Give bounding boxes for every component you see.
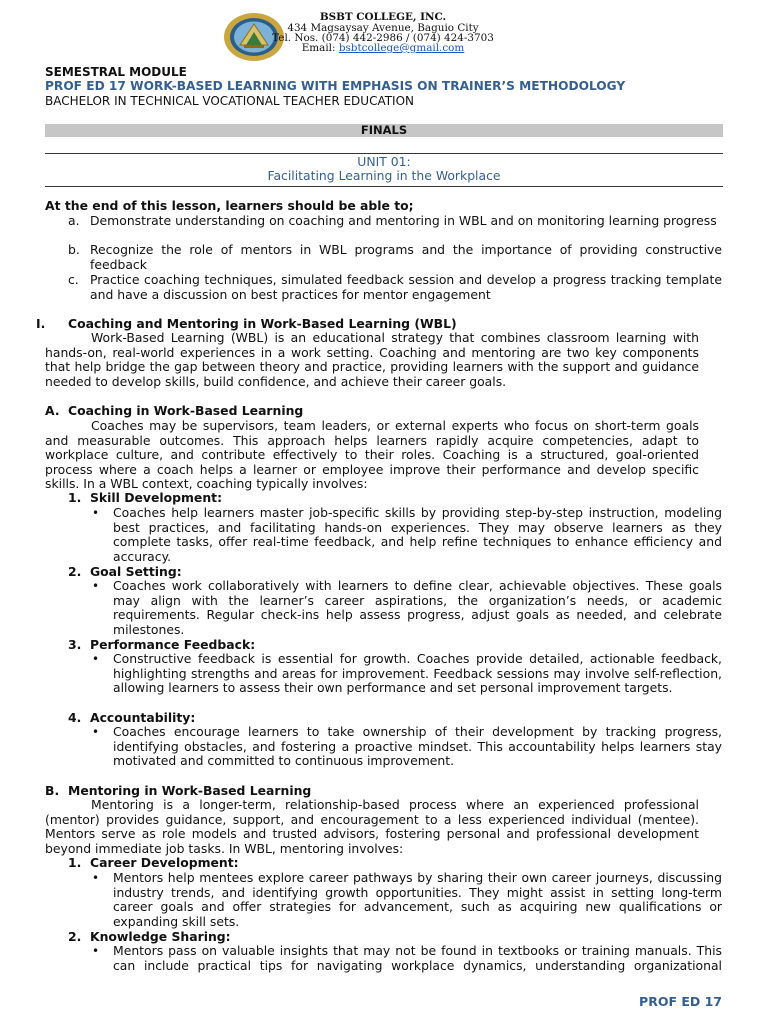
coaching-item-text: Coaches help learners master job-specific skills by providing step-by-step instruction, modeling best practices, and facilitating hands-on experiences. They may observe learners as they complete tasks, offer real-time feedback, and help refine techniques to enhance efficiency and accuracy. bbox=[113, 505, 722, 564]
section-1-marker: I. bbox=[36, 316, 46, 331]
coaching-item-title: Accountability: bbox=[90, 710, 196, 725]
section-b-body: Mentoring is a longer-term, relationship-based process where an experienced professional (mentor) provides guidance, support, and encouragement to a less experienced individual (mentee). Mentors serve as role models and trusted advisors, fostering personal and professional development beyond immediate job tasks. In WBL, mentoring involves: bbox=[45, 797, 699, 856]
term-banner: FINALS bbox=[45, 124, 723, 137]
school-address: 434 Magsaysay Avenue, Baguio City bbox=[287, 22, 479, 34]
section-b-title: Mentoring in Work-Based Learning bbox=[68, 783, 312, 798]
objectives-intro: At the end of this lesson, learners should be able to; bbox=[45, 198, 414, 213]
section-a-marker: A. bbox=[45, 403, 60, 418]
mentoring-item-text: Mentors pass on valuable insights that may not be found in textbooks or training manuals. This can include practical tips for navigating workplace dynamics, understanding organizational bbox=[113, 943, 722, 973]
coaching-item-marker: 2. bbox=[68, 564, 82, 579]
page-footer: PROF ED 17 bbox=[639, 994, 722, 1009]
mentoring-item-text: Mentors help mentees explore career pathways by sharing their own career journeys, discussing industry trends, and identifying growth opportunities. They might assist in setting long-term career goals and offer strategies for advancement, such as acquiring new qualifications or expanding skill sets. bbox=[113, 870, 722, 929]
unit-number: UNIT 01: bbox=[357, 154, 411, 169]
bullet-dot: • bbox=[92, 652, 100, 666]
school-name: BSBT COLLEGE, INC. bbox=[319, 11, 447, 23]
email-link[interactable]: bsbtcollege@gmail.com bbox=[338, 42, 465, 54]
mentoring-item-title: Career Development: bbox=[90, 855, 239, 870]
objective-item: Practice coaching techniques, simulated feedback session and develop a progress tracking template and have a discussion on best practices for mentor engagement bbox=[90, 272, 722, 302]
coaching-item-marker: 3. bbox=[68, 637, 82, 652]
bullet-dot: • bbox=[92, 871, 100, 885]
section-a-title: Coaching in Work-Based Learning bbox=[68, 403, 304, 418]
coaching-item-marker: 1. bbox=[68, 490, 82, 505]
course-title: PROF ED 17 WORK-BASED LEARNING WITH EMPHASIS ON TRAINER’S METHODOLOGY bbox=[45, 79, 626, 93]
bullet-dot: • bbox=[92, 579, 100, 593]
objective-marker: b. bbox=[68, 242, 80, 257]
objective-marker: c. bbox=[68, 272, 79, 287]
mentoring-item-title: Knowledge Sharing: bbox=[90, 929, 231, 944]
section-1-body: Work-Based Learning (WBL) is an educational strategy that combines classroom learning with hands-on, real-world experiences in a work setting. Coaching and mentoring are two key components that help bridge the gap between theory and practice, providing learners with the support and guidance needed to develop skills, build confidence, and achieve their career goals. bbox=[45, 330, 699, 389]
coaching-item-text: Constructive feedback is essential for growth. Coaches provide detailed, actionable feedback, highlighting strengths and areas for improvement. Feedback sessions may involve self-reflection, allowing learners to assess their own performance and set personal improvement targets. bbox=[113, 651, 722, 696]
objective-marker: a. bbox=[68, 213, 80, 228]
mentoring-item-marker: 1. bbox=[68, 855, 82, 870]
coaching-item-text: Coaches encourage learners to take ownership of their development by tracking progress, identifying obstacles, and fostering a proactive mindset. This accountability helps learners stay motivated and committed to continuous improvement. bbox=[113, 724, 722, 769]
objective-item: Recognize the role of mentors in WBL programs and the importance of providing constructive feedback bbox=[90, 242, 722, 272]
bullet-dot: • bbox=[92, 725, 100, 739]
unit-title: Facilitating Learning in the Workplace bbox=[267, 168, 501, 183]
bullet-dot: • bbox=[92, 944, 100, 958]
section-1-title: Coaching and Mentoring in Work-Based Learning (WBL) bbox=[68, 316, 457, 331]
coaching-item-title: Performance Feedback: bbox=[90, 637, 256, 652]
mentoring-item-marker: 2. bbox=[68, 929, 82, 944]
coaching-item-title: Goal Setting: bbox=[90, 564, 182, 579]
section-a-body: Coaches may be supervisors, team leaders, or external experts who focus on short-term goals and measurable outcomes. This approach helps learners rapidly acquire competencies, adapt to workplace culture, and contribute effectively to their roles. Coaching is a structured, goal-oriented process where a coach helps a learner or employee improve their performance and develop specific skills. In a WBL context, coaching typically involves: bbox=[45, 418, 699, 492]
school-phone: Tel. Nos. (074) 442-2986 / (074) 424-3703 bbox=[272, 32, 494, 44]
coaching-item-title: Skill Development: bbox=[90, 490, 223, 505]
bullet-dot: • bbox=[92, 506, 100, 520]
coaching-item-marker: 4. bbox=[68, 710, 82, 725]
section-b-marker: B. bbox=[45, 783, 60, 798]
school-email-line bbox=[268, 43, 498, 55]
email-label: Email: bbox=[301, 42, 336, 54]
coaching-item-text: Coaches work collaboratively with learners to define clear, achievable objectives. These goals may align with the learner’s career aspirations, the organization’s needs, or academic requirements. Regular check-ins help assess progress, adjust goals as needed, and celebrate milestones. bbox=[113, 578, 722, 637]
unit-bottom-rule bbox=[45, 186, 723, 187]
module-type: SEMESTRAL MODULE bbox=[45, 65, 187, 79]
objective-item: Demonstrate understanding on coaching and mentoring in WBL and on monitoring learning progress bbox=[90, 213, 717, 228]
program-name: BACHELOR IN TECHNICAL VOCATIONAL TEACHER EDUCATION bbox=[45, 94, 415, 108]
